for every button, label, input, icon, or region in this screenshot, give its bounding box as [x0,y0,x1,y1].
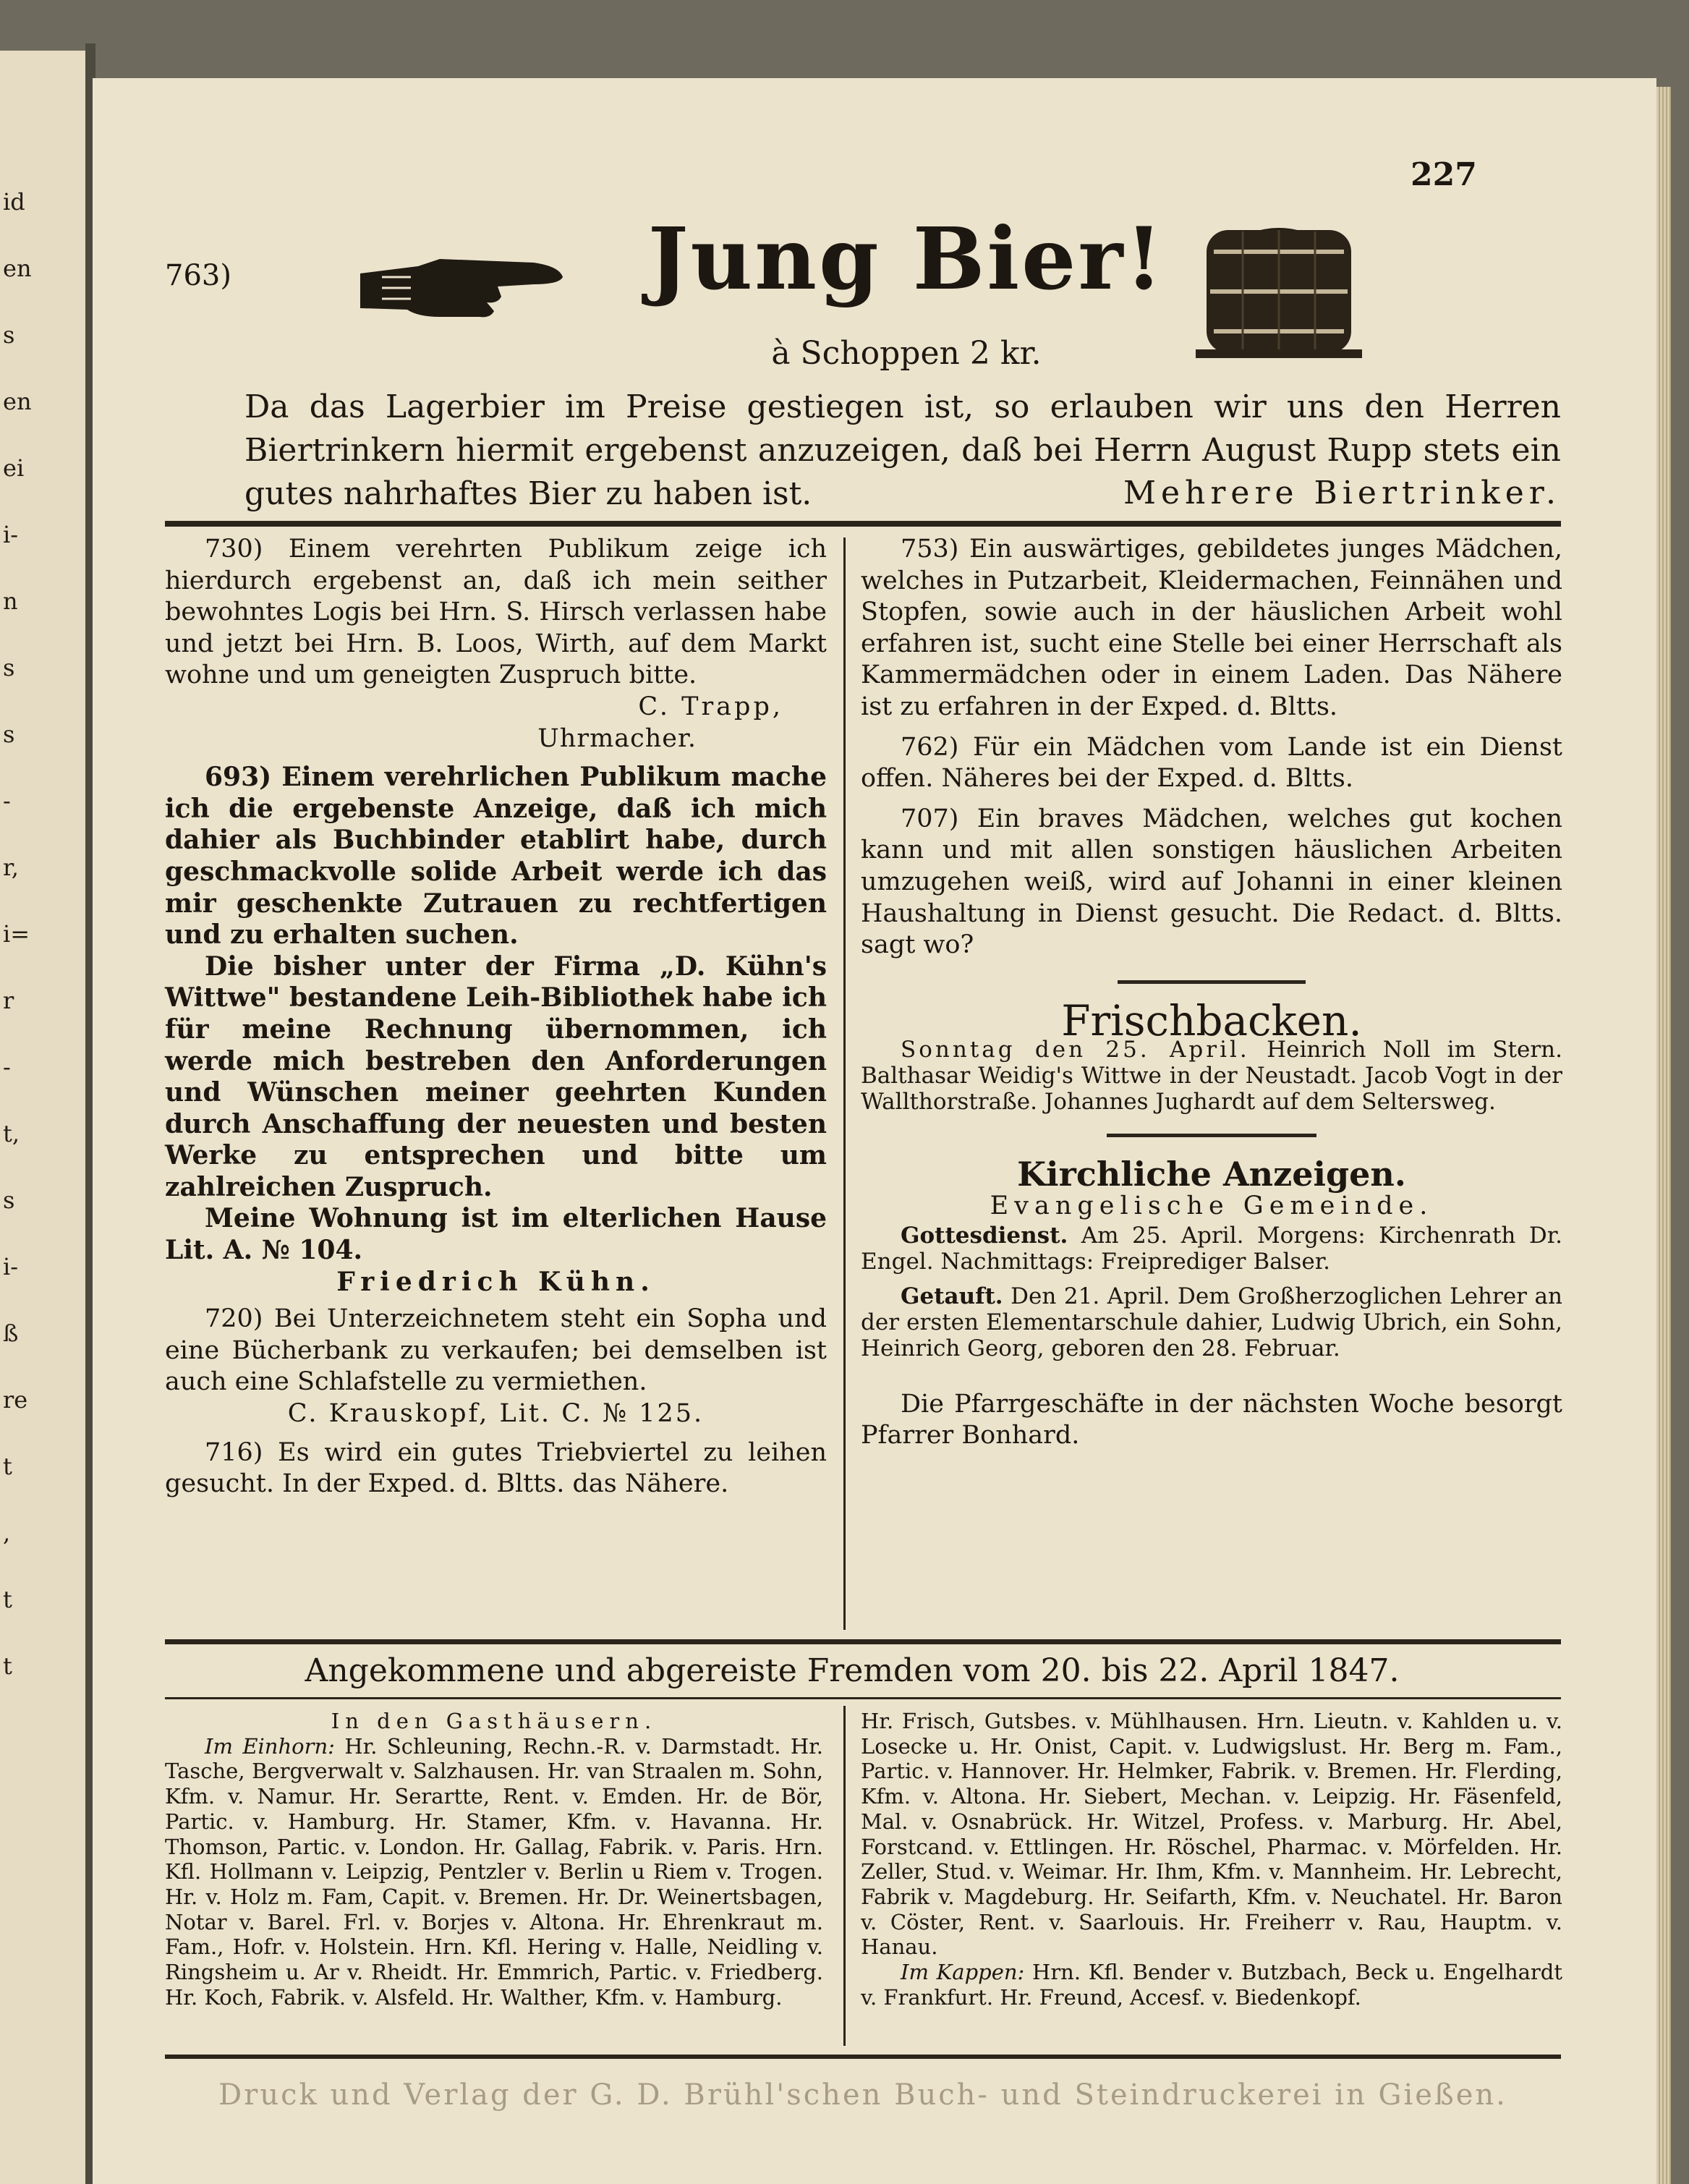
ad-693-p1: 693) Einem verehrlichen Publikum mache ich die ergebenste Anzeige, daß ich mich dahier als Buchbinder etablirt habe, durch geschmackvolle solide Arbeit werde ich das mir geschenkte Zutrauen zu rechtfertigen und zu erhalten suchen. [165,762,827,951]
ad-693-signature: Friedrich Kühn. [336,1266,655,1297]
left-page-fragment: t [3,1453,12,1480]
arrivals-divider [165,1639,1561,1644]
arrivals-right-column [861,1709,1562,2010]
frischbacken-heading: Frischbacken. [1061,995,1362,1045]
left-page-fragment: s [3,654,15,681]
left-page-fragment: t [3,1586,12,1613]
left-page-fragment: - [3,1053,11,1081]
arrivals-kappen [861,1960,1562,2010]
arrivals-right-list: Hr. Frisch, Gutsbes. v. Mühlhausen. Hrn. Lieutn. v. Kahlden u. v. Losecke u. Hr. Onist, Capit. v. Ludwigslust. Hr. Berg m. Fam., Partic. v. Hannover. Hr. Helmker, Fabrik. v. Bremen. Hr. Flerding, Kfm. v. Altona. Hr. Siebert, Mechan. v. Leipzig. Hr. Fäsenfeld, Mal. v. Osnabrück. Hr. Witzel, Profess. v. Marburg. Hr. Abel, Forstcand. v. Ettlingen. Hr. Röschel, Pharmac. v. Mörfelden. Hr. Zeller, Stud. v. Weimar. Hr. Ihm, Kfm. v. Mannheim. Hr. Lebrecht, Fabrik v. Magdeburg. Hr. Seifarth, Kfm. v. Neuchatel. Hr. Baron v. Cöster, Rent. v. Saarlouis. Hr. Freiherr v. Rau, Hauptm. v. Hanau. [861,1709,1562,1960]
ad-707: 707) Ein braves Mädchen, welches gut kochen kann und mit allen sonstigen häuslichen Arbeiten umzugehen weiß, wird auf Johanni in einer kleinen Haushaltung in Dienst gesucht. Die Redact. d. Bltts. sagt wo? [861,804,1562,960]
bottom-divider [165,2055,1561,2059]
beer-barrel-icon [1192,223,1366,360]
getauft-entry [861,1283,1562,1361]
left-column [165,534,827,1500]
getauft-text: Den 21. April. Dem Großherzoglichen Lehrer an der ersten Elementarschule dahier, Ludwig Ubrich, ein Sohn, Heinrich Georg, geboren den 28. Februar. [861,1283,1562,1361]
kappen-label: Im Kappen: [901,1960,1025,1985]
ad-730-signature: C. Trapp, [638,692,783,721]
short-rule-2 [1107,1134,1316,1137]
left-page-fragment: ei [3,454,25,482]
newspaper-page [93,78,1656,2184]
ad-720-signature: C. Krauskopf, Lit. C. № 125. [287,1399,705,1429]
headline-price: à Schoppen 2 kr. [771,335,1042,372]
left-page-fragment: id [3,188,25,216]
headline-text: Da das Lagerbier im Preise gestiegen ist, so erlauben wir uns den Herren Biertrinkern hiermit ergebenst anzuzeigen, daß bei Herrn August Rupp stets ein gutes nahrhaftes Bier zu haben ist. [244,388,1561,512]
left-page-fragment: , [3,1519,11,1547]
left-page-fragment: s [3,321,15,349]
left-page-fragment: en [3,388,32,415]
ad-730: 730) Einem verehrten Publikum zeige ich hierdurch ergebenst an, daß ich mein seither bewohntes Logis bei Hrn. S. Hirsch verlassen habe und jetzt bei Hrn. B. Loos, Wirth, auf dem Markt wohne und um geneigten Zuspruch bitte. [165,535,827,690]
einhorn-list: Hr. Schleuning, Rechn.-R. v. Darmstadt. Hr. Tasche, Bergverwalt v. Salzhausen. Hr. van Straalen m. Sohn, Kfm. v. Namur. Hr. Serartte, Rent. v. Emden. Hr. de Bör, Partic. v. Hamburg. Hr. Stamer, Kfm. v. Havanna. Hr. Thomson, Partic. v. London. Hr. Gallag, Fabrik. v. Paris. Hrn. Kfl. Hollmann v. Leipzig, Pentzler v. Berlin u Riem v. Trogen. Hr. v. Holz m. Fam, Capit. v. Bremen. Hr. Dr. Weinertsbagen, Notar v. Barel. Frl. v. Borjes v. Altona. Hr. Ehrenkraut m. Fam., Hofr. v. Holstein. Hrn. Kfl. Hering v. Halle, Neidling v. Ringsheim u. Ar v. Rheidt. Hr. Emmrich, Partic. v. Friedberg. Hr. Koch, Fabrik. v. Alsfeld. Hr. Walther, Kfm. v. Hamburg. [165,1733,824,2010]
getauft-label: Getauft. [901,1283,1003,1309]
arrivals-left-column [165,1709,823,2010]
gottesdienst-text: Am 25. April. Morgens: Kirchenrath Dr. Engel. Nachmittags: Freiprediger Balser. [861,1222,1562,1275]
arrivals-subrule [165,1697,1561,1699]
ad-730-occupation: Uhrmacher. [537,723,697,753]
headline-ref: 763) [165,259,231,292]
left-page-fragment: r [3,987,14,1014]
left-page-fragment: i- [3,521,19,548]
left-page-fragment: i= [3,920,30,948]
printer-footer: Druck und Verlag der G. D. Brühl'schen Buch- und Steindruckerei in Gießen. [218,2078,1507,2112]
left-page-fragment: en [3,255,32,282]
left-page-fragment: n [3,587,18,615]
frischbacken-list: Heinrich Noll im Stern. Balthasar Weidig's Wittwe in der Neustadt. Jacob Vogt in der Wallthorstraße. Johannes Jughardt auf dem Seltersweg. [861,1037,1562,1116]
ad-720: 720) Bei Unterzeichnetem steht ein Sopha und eine Bücherbank zu verkaufen; bei demselben ist auch eine Schlafstelle zu vermiethen. [165,1304,827,1397]
ad-753: 753) Ein auswärtiges, gebildetes junges Mädchen, welches in Putzarbeit, Kleidermachen, Feinnähen und Stopfen, sowie auch in der häuslichen Arbeit wohl erfahren ist, sucht eine Stelle bei einer Herrschaft als Kammermädchen oder in einem Laden. Das Nähere ist zu erfahren in der Exped. d. Bltts. [861,535,1562,721]
frischbacken-text [861,1037,1562,1115]
left-page-fragment: t, [3,1120,20,1147]
arrivals-column-divider [843,1706,846,2046]
left-page-fragment: ß [3,1320,19,1347]
right-column [861,534,1562,1452]
page-number: 227 [1411,156,1477,193]
ad-716: 716) Es wird ein gutes Triebviertel zu leihen gesucht. In der Exped. d. Bltts. das Nähere. [165,1437,827,1499]
headline-title: Jung Bier! [647,208,1165,309]
ad-693-p2: Die bisher unter der Firma „D. Kühn's Wittwe" bestandene Leih-Bibliothek habe ich für meine Rechnung übernommen, ich werde mich bestreben den Anforderungen und Wünschen meiner geehrten Kunden durch Anschaffung der neuesten und besten Werke zu entsprechen und bitte um zahlreichen Zuspruch. [165,951,827,1202]
left-page-fragment: r, [3,854,19,881]
left-page-fragment: s [3,721,15,748]
left-page-fragment: re [3,1386,28,1414]
kirchliche-subheading: Evangelische Gemeinde. [990,1191,1434,1220]
arrivals-heading: Angekommene und abgereiste Fremden vom 20. bis 22. April 1847. [305,1652,1400,1689]
left-page-fragment: i- [3,1253,19,1280]
pfarr-notice: Die Pfarrgeschäfte in der nächsten Woche besorgt Pfarrer Bonhard. [861,1389,1562,1450]
headline-signature: Mehrere Biertrinker. [1123,475,1561,511]
kappen-list: Hrn. Kfl. Bender v. Butzbach, Beck u. Engelhardt v. Frankfurt. Hr. Freund, Accesf. v. Biedenkopf. [861,1960,1562,2010]
left-page-edge [0,51,88,2184]
left-page-fragment: t [3,1652,12,1680]
gottesdienst-entry [861,1223,1562,1275]
ad-762: 762) Für ein Mädchen vom Lande ist ein Dienst offen. Näheres bei der Exped. d. Bltts. [861,732,1562,794]
left-page-fragment: s [3,1186,15,1214]
frischbacken-date: Sonntag den 25. April. [901,1037,1250,1063]
einhorn-label: Im Einhorn: [205,1733,335,1759]
pointing-hand-icon [353,245,570,331]
gottesdienst-label: Gottesdienst. [901,1222,1068,1249]
kirchliche-heading: Kirchliche Anzeigen. [1017,1155,1406,1194]
arrivals-subheading: In den Gasthäusern. [331,1709,658,1733]
column-divider [843,537,846,1630]
short-rule [1118,980,1306,984]
arrivals-einhorn [165,1734,823,2010]
left-page-fragment: - [3,787,11,815]
top-divider [165,521,1561,527]
ad-693-p3: Meine Wohnung ist im elterlichen Hause Lit. A. № 104. [165,1203,827,1266]
